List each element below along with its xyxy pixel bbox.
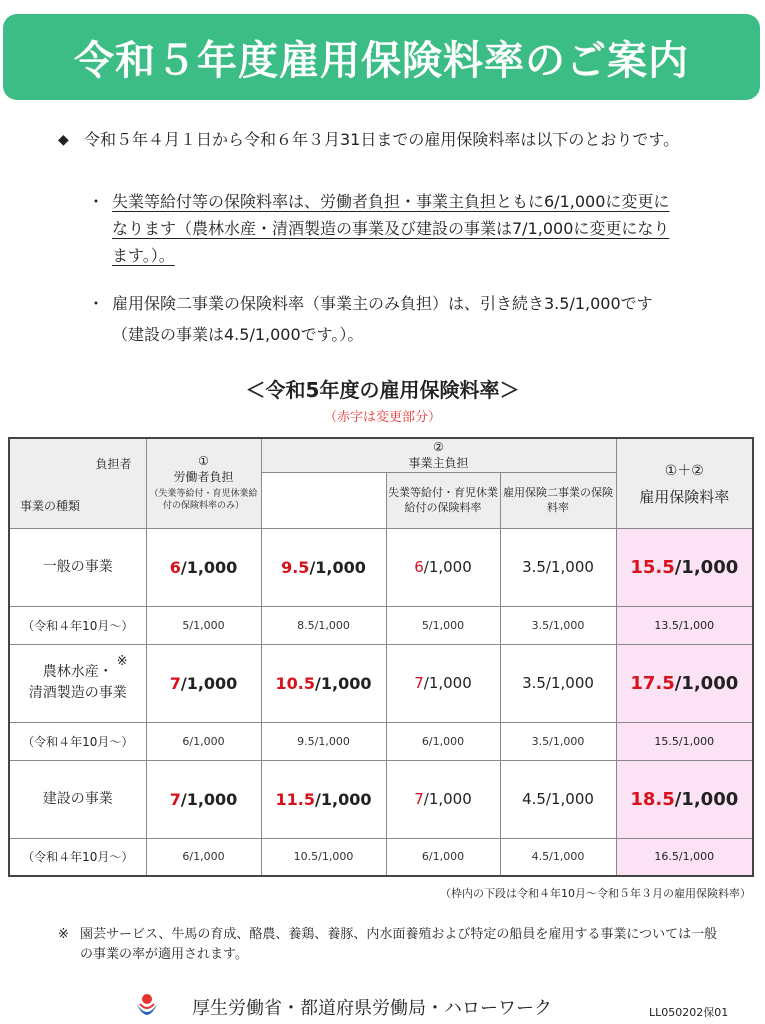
- table-row-previous: [9, 606, 753, 644]
- table-header-row: [9, 438, 753, 472]
- intro-text: 令和５年４月１日から令和６年３月31日までの雇用保険料率は以下のとおりです。: [84, 130, 680, 149]
- rate-red-part: 15.5: [630, 556, 675, 578]
- bullet-text: 雇用保険二事業の保険料率（事業主のみ負担）は、引き続き3.5/1,000です（建設の事業は4.5/1,000です。）。: [112, 294, 653, 344]
- previous-two-business-rate: 3.5/1,000: [500, 722, 616, 760]
- corner-bottom-label: 事業の種類: [20, 498, 81, 513]
- category-cell: [9, 644, 146, 722]
- table-row: [9, 528, 753, 606]
- bullet-unemployment-rate: [88, 188, 678, 269]
- corner-top-label: 負担者: [95, 457, 132, 471]
- table-row: [9, 644, 753, 722]
- bullet-two-business-rate: [88, 288, 678, 350]
- mhlw-logo-icon: [133, 990, 161, 1018]
- section-title: ＜令和5年度の雇用保険料率＞: [245, 378, 520, 402]
- rate-rest-part: /1,000: [423, 790, 472, 808]
- rate-red-part: 6: [414, 558, 424, 576]
- category-cell: 一般の事業: [9, 528, 146, 606]
- rate-rest-part: /1,000: [674, 672, 739, 694]
- note-paragraph: [58, 925, 718, 965]
- two-business-rate: 3.5/1,000: [500, 644, 616, 722]
- previous-two-business-rate: 4.5/1,000: [500, 838, 616, 876]
- header-employer-spacer: [261, 472, 386, 528]
- bullet-dot: ・: [88, 294, 105, 313]
- previous-unemployment-rate: 6/1,000: [386, 838, 500, 876]
- header-worker-label: 労働者負担: [173, 470, 234, 485]
- rate-red-part: 7: [414, 790, 424, 808]
- total-rate: [616, 644, 753, 722]
- previous-total-rate: 16.5/1,000: [616, 838, 753, 876]
- rate-red-part: 7: [169, 673, 181, 693]
- title-banner: [3, 14, 760, 100]
- employer-rate: [261, 528, 386, 606]
- rate-rest-part: /1,000: [315, 673, 372, 693]
- previous-unemployment-rate: 5/1,000: [386, 606, 500, 644]
- header-employer-label: 事業主負担: [408, 455, 469, 470]
- two-business-rate: 4.5/1,000: [500, 760, 616, 838]
- rate-rest-part: /1,000: [180, 789, 238, 809]
- unemployment-rate: [386, 644, 500, 722]
- header-unemployment: 失業等給付・育児休業給付の保険料率: [386, 472, 500, 528]
- bullet-text: 失業等給付等の保険料率は、労働者負担・事業主負担ともに6/1,000に変更になります（農林水産・清酒製造の事業及び建設の事業は7/1,000に変更になります。）。: [112, 192, 670, 265]
- rate-rest-part: /1,000: [423, 558, 472, 576]
- two-business-rate: 3.5/1,000: [500, 528, 616, 606]
- category-line: 清酒製造の事業: [28, 685, 127, 701]
- rate-red-part: 7: [414, 674, 424, 692]
- header-total: [616, 438, 753, 528]
- rate-rest-part: /1,000: [180, 557, 238, 577]
- table-row-previous: [9, 722, 753, 760]
- previous-worker-rate: 6/1,000: [146, 838, 261, 876]
- rate-rest-part: /1,000: [309, 557, 366, 577]
- bullet-dot: ・: [88, 192, 105, 211]
- previous-total-rate: 15.5/1,000: [616, 722, 753, 760]
- header-two-business: 雇用保険二事業の保険料率: [500, 472, 616, 528]
- table-row-previous: [9, 838, 753, 876]
- previous-total-rate: 13.5/1,000: [616, 606, 753, 644]
- employer-rate: [261, 644, 386, 722]
- rate-red-part: 9.5: [281, 557, 310, 577]
- previous-period-label: （令和４年10月～）: [9, 838, 146, 876]
- worker-rate: [146, 528, 261, 606]
- rate-red-part: 17.5: [630, 672, 675, 694]
- header-total-num: ①＋②: [664, 462, 704, 479]
- rate-table: [8, 437, 754, 877]
- header-worker-note: （失業等給付・育児休業給付の保険料率のみ）: [149, 489, 258, 512]
- table-footnote: （枠内の下段は令和４年10月～令和５年３月の雇用保険料率）: [440, 887, 751, 900]
- category-line: 農林水産・: [42, 664, 113, 680]
- previous-employer-rate: 10.5/1,000: [261, 838, 386, 876]
- note-mark: ※: [116, 653, 128, 669]
- previous-period-label: （令和４年10月～）: [9, 606, 146, 644]
- footer-code: LL050202保01: [649, 1006, 729, 1019]
- unemployment-rate: [386, 760, 500, 838]
- page-title: 令和５年度雇用保険料率のご案内: [74, 37, 689, 84]
- category-cell: 建設の事業: [9, 760, 146, 838]
- section-subtitle: （赤字は変更部分）: [323, 410, 441, 425]
- rate-rest-part: /1,000: [423, 674, 472, 692]
- worker-rate: [146, 644, 261, 722]
- previous-worker-rate: 5/1,000: [146, 606, 261, 644]
- rate-rest-part: /1,000: [674, 788, 739, 810]
- rate-rest-part: /1,000: [315, 789, 372, 809]
- rate-red-part: 6: [169, 557, 181, 577]
- previous-worker-rate: 6/1,000: [146, 722, 261, 760]
- header-employer-num: ②: [433, 439, 444, 454]
- worker-rate: [146, 760, 261, 838]
- rate-rest-part: /1,000: [180, 673, 238, 693]
- diamond-bullet-icon: ◆: [58, 132, 69, 148]
- previous-employer-rate: 8.5/1,000: [261, 606, 386, 644]
- rate-rest-part: /1,000: [674, 556, 739, 578]
- total-rate: [616, 760, 753, 838]
- previous-period-label: （令和４年10月～）: [9, 722, 146, 760]
- employer-rate: [261, 760, 386, 838]
- header-worker-num: ①: [198, 454, 209, 469]
- rate-red-part: 10.5: [275, 673, 316, 693]
- total-rate: [616, 528, 753, 606]
- previous-two-business-rate: 3.5/1,000: [500, 606, 616, 644]
- previous-employer-rate: 9.5/1,000: [261, 722, 386, 760]
- rate-red-part: 11.5: [275, 789, 316, 809]
- rate-red-part: 18.5: [630, 788, 675, 810]
- note-marker: ※: [58, 927, 69, 942]
- footer-organization: 厚生労働省・都道府県労働局・ハローワーク: [192, 998, 552, 1019]
- header-worker: [146, 438, 261, 528]
- previous-unemployment-rate: 6/1,000: [386, 722, 500, 760]
- rate-red-part: 7: [169, 789, 181, 809]
- corner-header: [9, 438, 146, 528]
- unemployment-rate: [386, 528, 500, 606]
- header-employer: [261, 438, 616, 472]
- intro-paragraph: [58, 128, 718, 152]
- header-total-label: 雇用保険料率: [639, 487, 730, 506]
- note-text: 園芸サービス、牛馬の育成、酪農、養鶏、養豚、内水面養殖および特定の船員を雇用する事業については一般の事業の率が適用されます。: [80, 927, 718, 962]
- table-row: [9, 760, 753, 838]
